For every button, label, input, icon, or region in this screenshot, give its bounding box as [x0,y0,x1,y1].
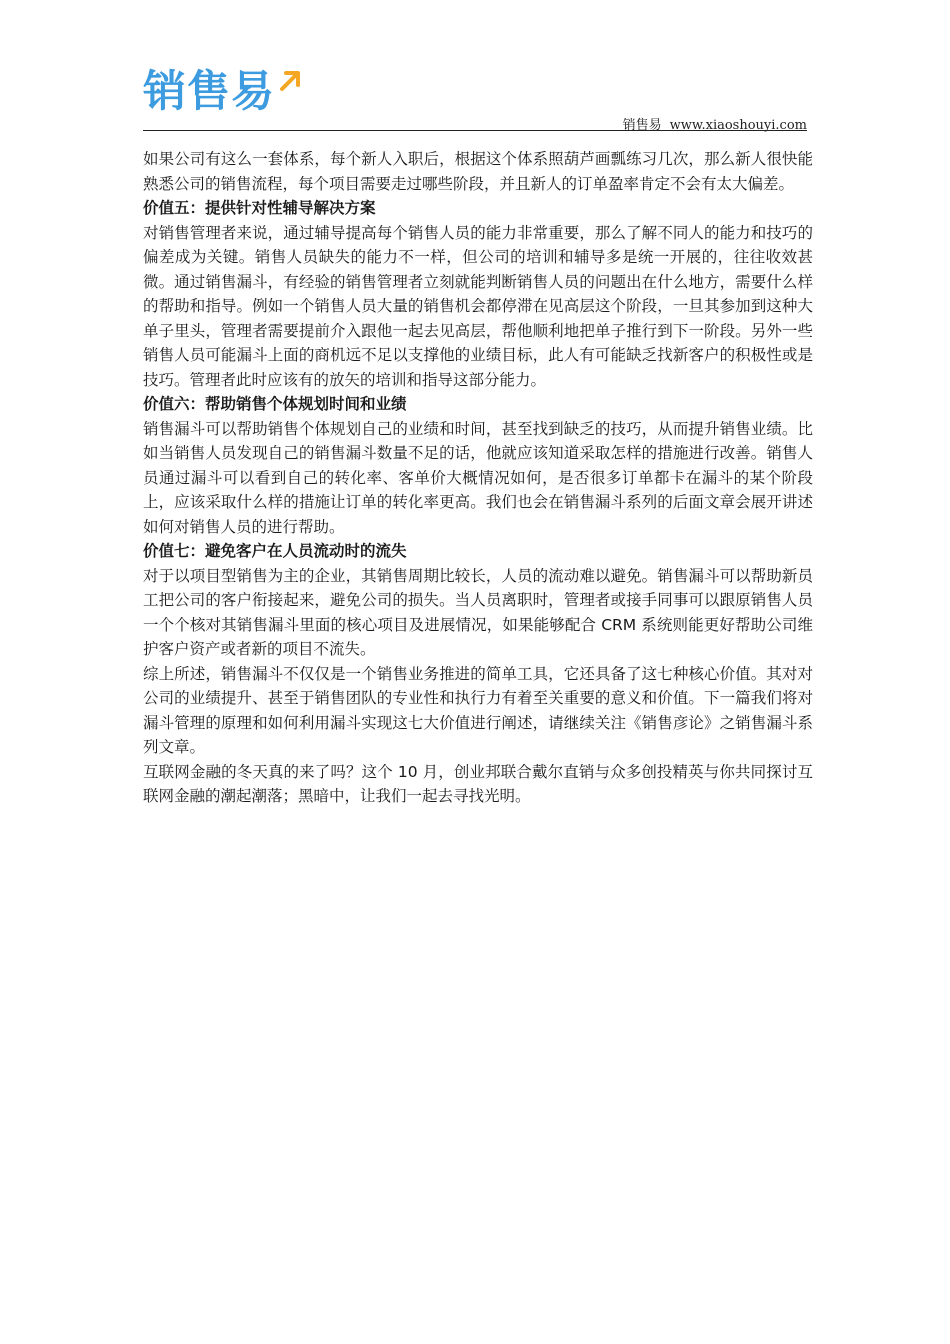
heading-value-seven: 价值七：避免客户在人员流动时的流失 [143,542,407,560]
article-body [143,147,813,809]
paragraph-value-seven: 对于以项目型销售为主的企业，其销售周期比较长，人员的流动难以避免。销售漏斗可以帮助新员工把公司的客户衔接起来，避免公司的损失。当人员离职时，管理者或接手同事可以跟原销售人员一个个核对其销售漏斗里面的核心项目及进展情况，如果能够配合 CRM 系统则能更好帮助公司维护客户资产或者新的项目不流失。 [143,566,813,658]
logo-text: 销售易 [143,67,275,117]
paragraph-value-five: 对销售管理者来说，通过辅导提高每个销售人员的能力非常重要，那么了解不同人的能力和技巧的偏差成为关键。销售人员缺失的能力不一样，但公司的培训和辅导多是统一开展的，往往收效甚微。通过销售漏斗，有经验的销售管理者立刻就能判断销售人员的问题出在什么地方，需要什么样的帮助和指导。例如一个销售人员大量的销售机会都停滞在见高层这个阶段，一旦其参加到这种大单子里头，管理者需要提前介入跟他一起去见高层，帮他顺利地把单子推行到下一阶段。另外一些销售人员可能漏斗上面的商机远不足以支撑他的业绩目标，此人有可能缺乏找新客户的积极性或是技巧。管理者此时应该有的放矢的培训和指导这部分能力。 [143,223,813,389]
paragraph-value-six: 销售漏斗可以帮助销售个体规划自己的业绩和时间，甚至找到缺乏的技巧，从而提升销售业绩。比如当销售人员发现自己的销售漏斗数量不足的话，他就应该知道采取怎样的措施进行改善。销售人员通过漏斗可以看到自己的转化率、客单价大概情况如何，是否很多订单都卡在漏斗的某个阶段上，应该采取什么样的措施让订单的转化率更高。我们也会在销售漏斗系列的后面文章会展开讲述如何对销售人员的进行帮助。 [143,419,813,536]
paragraph-summary: 综上所述，销售漏斗不仅仅是一个销售业务推进的简单工具，它还具备了这七种核心价值。其对对公司的业绩提升、甚至于销售团队的专业性和执行力有着至关重要的意义和价值。下一篇我们将对漏斗管理的原理和如何利用漏斗实现这七大价值进行阐述，请继续关注《销售彦论》之销售漏斗系列文章。 [143,664,813,756]
header-divider [143,130,807,131]
growth-arrow-icon [277,68,303,94]
brand-name: 销售易 [622,118,662,133]
paragraph-closing: 互联网金融的冬天真的来了吗？这个 10 月，创业邦联合戴尔直销与众多创投精英与你共同探讨互联网金融的潮起潮落；黑暗中，让我们一起去寻找光明。 [143,762,813,805]
paragraph-intro: 如果公司有这么一套体系，每个新人入职后，根据这个体系照葫芦画瓢练习几次，那么新人很快能熟悉公司的销售流程，每个项目需要走过哪些阶段，并且新人的订单盈率肯定不会有太大偏差。 [143,150,813,193]
brand-logo [143,64,303,124]
heading-value-six: 价值六：帮助销售个体规划时间和业绩 [143,395,407,413]
heading-value-five: 价值五：提供针对性辅导解决方案 [143,199,376,217]
site-url: www.xiaoshouyi.com [669,118,807,133]
page-header [143,62,807,132]
